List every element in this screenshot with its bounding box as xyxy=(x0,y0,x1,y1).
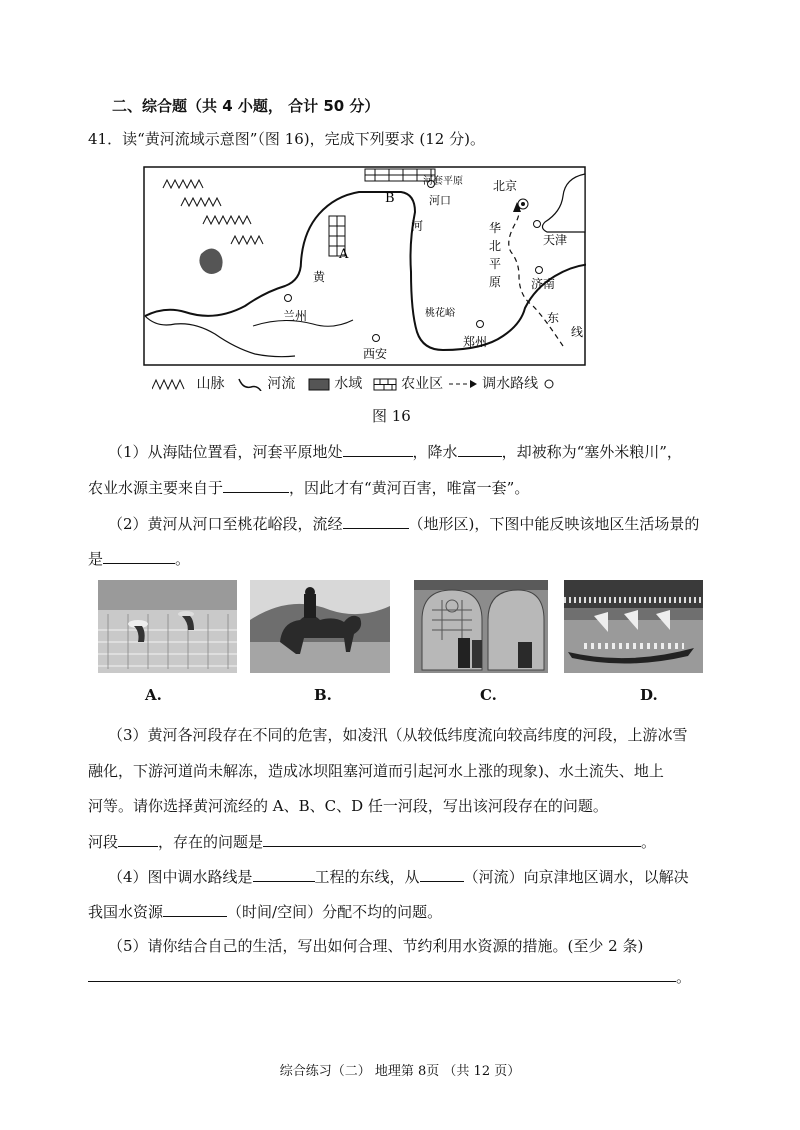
map-legend xyxy=(152,373,555,393)
question-4-line-2: 我国水资源 （时间/空间）分配不均的问题。 xyxy=(88,900,442,923)
label-xian-line: 线 xyxy=(571,325,584,339)
city-legend-icon xyxy=(543,378,555,390)
farm-legend-icon xyxy=(373,378,397,391)
label-jinan: 济南 xyxy=(531,277,556,291)
route-legend-icon xyxy=(448,379,478,389)
blank-5-1[interactable] xyxy=(88,965,676,982)
question-3-line-3: 河等。请你选择黄河流经的 A、B、C、D 任一河段，写出该河段存在的问题。 xyxy=(88,797,608,815)
blank-3-1[interactable] xyxy=(118,830,158,847)
legend-farm: 农业区 xyxy=(401,376,444,392)
option-a[interactable]: A. xyxy=(145,686,162,704)
question-1-line-2: 农业水源主要来自于 ，因此才有“黄河百害，唯富一套”。 xyxy=(88,476,529,499)
photo-a-rice-planting xyxy=(98,580,237,673)
blank-3-2[interactable] xyxy=(263,830,641,847)
yellow-river-map xyxy=(143,166,586,366)
legend-mountain: 山脉 xyxy=(196,376,225,392)
label-lanzhou: 兰州 xyxy=(283,309,308,323)
photo-b-camel xyxy=(250,580,390,673)
label-hetao: 河套平原 xyxy=(423,176,463,187)
label-dong: 东 xyxy=(547,311,560,325)
label-B: B xyxy=(385,191,395,206)
label-A: A xyxy=(339,247,349,262)
blank-2-2[interactable] xyxy=(103,547,175,564)
question-4-line-1: （4）图中调水路线是 工程的东线，从 （河流）向京津地区调水，以解决 xyxy=(108,865,689,888)
question-5-line-1: （5）请你结合自己的生活，写出如何合理、节约利用水资源的措施。(至少 2 条) xyxy=(108,937,644,955)
label-huabei-4: 原 xyxy=(489,275,502,289)
section-title: 二、综合题（共 4 小题， 合计 50 分） xyxy=(112,97,380,115)
water-legend-icon xyxy=(308,378,330,391)
photo-d-dragon-boat xyxy=(564,580,703,673)
label-hekou: 河口 xyxy=(429,194,451,207)
label-zhengzhou: 郑州 xyxy=(463,335,488,349)
legend-route: 调水路线 xyxy=(482,376,539,392)
river-legend-icon xyxy=(237,377,263,391)
blank-1-1[interactable] xyxy=(343,440,413,457)
label-beijing: 北京 xyxy=(493,179,518,193)
label-taohuayu: 桃花峪 xyxy=(425,308,455,319)
label-tianjin: 天津 xyxy=(543,233,568,247)
photo-c-cave-dwelling xyxy=(414,580,548,673)
question-2-line-1: （2）黄河从河口至桃花峪段，流经 （地形区)，下图中能反映该地区生活场景的 xyxy=(108,512,699,535)
blank-4-3[interactable] xyxy=(163,900,227,917)
blank-2-1[interactable] xyxy=(343,512,409,529)
label-huabei-2: 北 xyxy=(489,239,502,253)
label-xian: 西安 xyxy=(363,347,388,361)
question-3-line-2: 融化，下游河道尚未解冻，造成冰坝阻塞河道而引起河水上涨的现象)、水土流失、地上 xyxy=(88,762,664,780)
question-1-line-1: （1）从海陆位置看，河套平原地处 ，降水 ，却被称为“塞外米粮川”， xyxy=(108,440,682,463)
label-he: 河 xyxy=(411,219,424,233)
question-3-line-1: （3）黄河各河段存在不同的危害，如凌汛（从较低纬度流向较高纬度的河段，上游冰雪 xyxy=(108,726,688,744)
legend-river: 河流 xyxy=(267,376,296,392)
mountain-legend-icon xyxy=(152,378,192,390)
question-3-line-4: 河段 ，存在的问题是 。 xyxy=(88,830,656,853)
blank-1-2[interactable] xyxy=(458,440,502,457)
blank-1-3[interactable] xyxy=(223,476,289,493)
question-41-stem: 41．读“黄河流域示意图”（图 16)，完成下列要求 (12 分)。 xyxy=(88,130,485,148)
blank-4-1[interactable] xyxy=(253,865,315,882)
figure-label: 图 16 xyxy=(372,407,411,425)
blank-4-2[interactable] xyxy=(420,865,464,882)
question-2-line-2: 是 。 xyxy=(88,547,190,570)
legend-water: 水域 xyxy=(334,376,363,392)
label-huabei-1: 华 xyxy=(489,221,502,235)
question-5-line-2: 。 xyxy=(88,965,691,988)
option-c[interactable]: C. xyxy=(480,686,497,704)
option-b[interactable]: B. xyxy=(314,686,332,704)
label-huang: 黄 xyxy=(313,270,326,284)
label-huabei-3: 平 xyxy=(489,257,502,271)
option-d[interactable]: D. xyxy=(640,686,658,704)
page-footer: 综合练习（二） 地理第 8页 （共 12 页） xyxy=(279,1064,521,1079)
